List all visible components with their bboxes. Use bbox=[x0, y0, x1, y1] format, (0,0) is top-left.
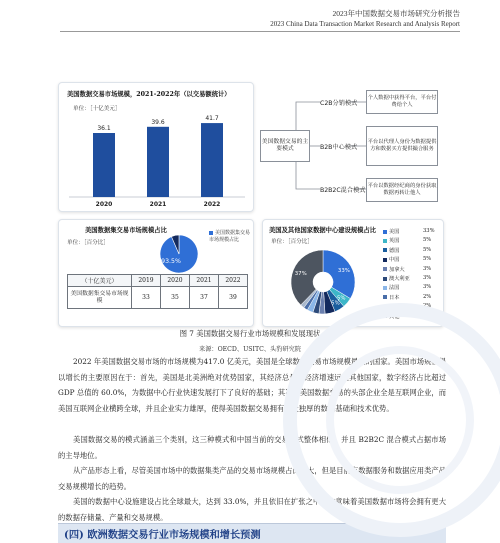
table-cell: 33 bbox=[132, 287, 161, 309]
donut-legend-item bbox=[383, 228, 399, 235]
table-header-row bbox=[68, 275, 248, 287]
dataset-share-table bbox=[67, 274, 248, 309]
table-header-cell: 2022 bbox=[219, 275, 248, 287]
donut-legend-value: 3% bbox=[423, 275, 432, 281]
donut-slice-label: 5% bbox=[331, 300, 340, 307]
donut-legend-label: 荷兰 bbox=[389, 304, 400, 311]
table-row-label: 美国数据集交易市场规模 bbox=[68, 287, 132, 309]
bar-chart-title: 美国数据交易市场规模，2021-2022年（以交易额统计） bbox=[67, 91, 231, 98]
donut-legend-swatch bbox=[383, 295, 387, 299]
donut-legend-item bbox=[383, 313, 399, 320]
donut-legend-value: 2% bbox=[423, 303, 432, 310]
donut-legend-label: 加拿大 bbox=[389, 266, 405, 273]
bar-value-label: 36.1 bbox=[97, 125, 111, 133]
donut-legend-item bbox=[383, 294, 399, 301]
donut-legend-label: 日本 bbox=[389, 294, 400, 301]
figure-source: 来源：OECD、USITC、头豹研究院 bbox=[199, 346, 301, 353]
figure-caption: 图 7 美国数据交易行业市场规模和发展现状 bbox=[179, 329, 321, 338]
donut-legend-label: 澳大利亚 bbox=[389, 276, 410, 282]
mode-c2b-desc: 个人数据中获得平台，平台付费给个人 bbox=[366, 90, 438, 114]
donut-legend-swatch bbox=[383, 230, 387, 234]
section-heading-bar bbox=[58, 523, 446, 543]
bar-category-label: 2022 bbox=[203, 201, 221, 208]
pie-legend-swatch bbox=[209, 231, 213, 235]
donut-legend-label: 法国 bbox=[389, 285, 400, 292]
mode-root-box: 美国数据交易的主要模式 bbox=[260, 130, 310, 162]
bar-value-label: 39.6 bbox=[151, 118, 165, 126]
donut-legend-value: 3% bbox=[423, 265, 432, 272]
table-cell: 39 bbox=[219, 287, 248, 309]
datacenter-share-panel bbox=[262, 219, 444, 327]
donut-legend-value: 5% bbox=[423, 256, 432, 263]
section-heading: (四) 欧洲数据交易行业市场规模和增长预测 bbox=[64, 529, 261, 541]
table-header-cell: 2019 bbox=[132, 275, 161, 287]
report-header bbox=[270, 8, 460, 29]
donut-legend-item bbox=[383, 275, 410, 282]
table-header-cell: 2021 bbox=[190, 275, 219, 287]
donut-legend-item bbox=[383, 237, 399, 244]
donut-legend-value: 2% bbox=[423, 293, 432, 300]
bar-2020 bbox=[93, 133, 115, 197]
mode-b2b2c-desc: 平台以数据经纪商的身份获取数据再转让他人 bbox=[366, 178, 438, 202]
donut-legend-swatch bbox=[383, 277, 387, 281]
mode-b2b-desc: 平台以代理人身份为数据提供方和数据买方提供撮合服务 bbox=[366, 126, 438, 166]
donut-legend-swatch bbox=[383, 305, 387, 309]
dataset-share-panel bbox=[58, 219, 254, 327]
donut-legend-swatch bbox=[383, 239, 387, 243]
datacenter-share-donut bbox=[263, 220, 445, 328]
donut-slice-label: 37% bbox=[294, 270, 307, 277]
donut-legend-label: 美国 bbox=[389, 229, 400, 235]
table-header-cell: 2020 bbox=[161, 275, 190, 287]
donut-legend-value: 5% bbox=[423, 246, 432, 253]
bar-category-label: 2020 bbox=[95, 201, 113, 208]
body-paragraph-1: 2022 年美国数据交易市场的市场规模为417.0 亿美元，美国是全球数据交易市场规模最大的国家。美国市场规模得以增长的主要原因在于：首先，美国是北美洲绝对优势国家，其经济总量和经济增速远超其他国家，数字经济占比超过 GDP 总值的 60.0%，为数据中心行业快速发展打下了良好的基础；其次，美国数据交易的头部企业全是互联网企业，而美国互联网企业横跨全球，并且企业实力雄厚，使得美国数据交易拥有得天独厚的数据基础和技术优势。 bbox=[58, 357, 446, 413]
report-title-cn: 2023年中国数据交易市场研究分析报告 bbox=[332, 9, 460, 18]
bar-2022 bbox=[201, 123, 223, 197]
donut-legend-label: 英国 bbox=[389, 238, 400, 245]
trade-mode-diagram bbox=[258, 82, 444, 212]
body-paragraph-4: 美国的数据中心设施建设占比全球最大，达到 33.0%，并且依旧在扩张之中，这意味着美国数据市场将会拥有更大的数据存储量、产量和交易规模。 bbox=[58, 497, 446, 522]
table-cell: 37 bbox=[190, 287, 219, 309]
donut-chart-unit: 单位：［百分比］ bbox=[271, 239, 313, 245]
donut-legend-value: 37% bbox=[423, 312, 435, 319]
donut-legend-value: 5% bbox=[423, 237, 432, 244]
donut-legend-swatch bbox=[383, 314, 387, 318]
pie-legend-label bbox=[209, 230, 253, 244]
mode-b2b2c-label: B2B2C混合模式 bbox=[320, 187, 366, 194]
pie-chart-unit: 单位：［百分比］ bbox=[67, 240, 109, 246]
donut-legend-item bbox=[383, 266, 405, 273]
table-cell: 35 bbox=[161, 287, 190, 309]
donut-slice-label: 5% bbox=[336, 295, 346, 302]
bar-value-label: 41.7 bbox=[205, 115, 219, 123]
bar-category-label: 2021 bbox=[149, 201, 167, 208]
donut-legend-item bbox=[383, 256, 399, 263]
donut-legend-swatch bbox=[383, 248, 387, 252]
donut-legend-label: 其他 bbox=[389, 313, 400, 320]
donut-legend-value: 33% bbox=[423, 228, 435, 234]
table-header-cell: （十亿美元） bbox=[68, 275, 132, 287]
dataset-share-pie bbox=[59, 220, 255, 276]
bar-chart-unit: 单位：［十亿美元］ bbox=[73, 106, 121, 112]
mode-c2b-label: C2B分销模式 bbox=[320, 100, 358, 107]
us-market-size-bar-chart bbox=[58, 82, 254, 212]
donut-chart-title: 美国及其他国家数据中心建设规模占比 bbox=[269, 227, 377, 234]
donut-legend-label: 德国 bbox=[389, 247, 400, 254]
donut-slice-label: 33% bbox=[337, 268, 350, 275]
bar-chart-plot bbox=[59, 83, 255, 213]
donut-legend-swatch bbox=[383, 258, 387, 262]
donut-legend-item bbox=[383, 247, 399, 254]
body-paragraph-2: 美国数据交易的模式涵盖三个类别，这三种模式和中国当前的交易模式整体相似，并且 B2B2C 混合模式占据市场的主导地位。 bbox=[58, 435, 446, 460]
bar-2021 bbox=[147, 127, 169, 197]
mode-b2b-label: B2B中心模式 bbox=[320, 144, 358, 151]
donut-legend-swatch bbox=[383, 267, 387, 271]
donut-legend-label: 中国 bbox=[389, 257, 400, 264]
table-row bbox=[68, 287, 248, 309]
pie-chart-title: 美国数据集交易市场规模占比 bbox=[85, 227, 167, 234]
header-rule bbox=[60, 31, 460, 32]
donut-legend-swatch bbox=[383, 286, 387, 290]
report-title-en: 2023 China Data Transaction Market Research and Analysis Report bbox=[270, 20, 460, 28]
donut-legend-item bbox=[383, 303, 399, 310]
pie-center-label: 93.5% bbox=[161, 258, 181, 265]
donut-legend-item bbox=[383, 284, 399, 291]
body-paragraph-3: 从产品形态上看，尽管美国市场中的数据集类产品的交易市场规模占比最大，但是目前有数据服务和数据应用类产品交易规模增长的趋势。 bbox=[58, 466, 446, 491]
pie-legend-text: 美国数据集交易市场规模占比 bbox=[209, 230, 251, 243]
donut-legend-value: 3% bbox=[423, 284, 432, 291]
